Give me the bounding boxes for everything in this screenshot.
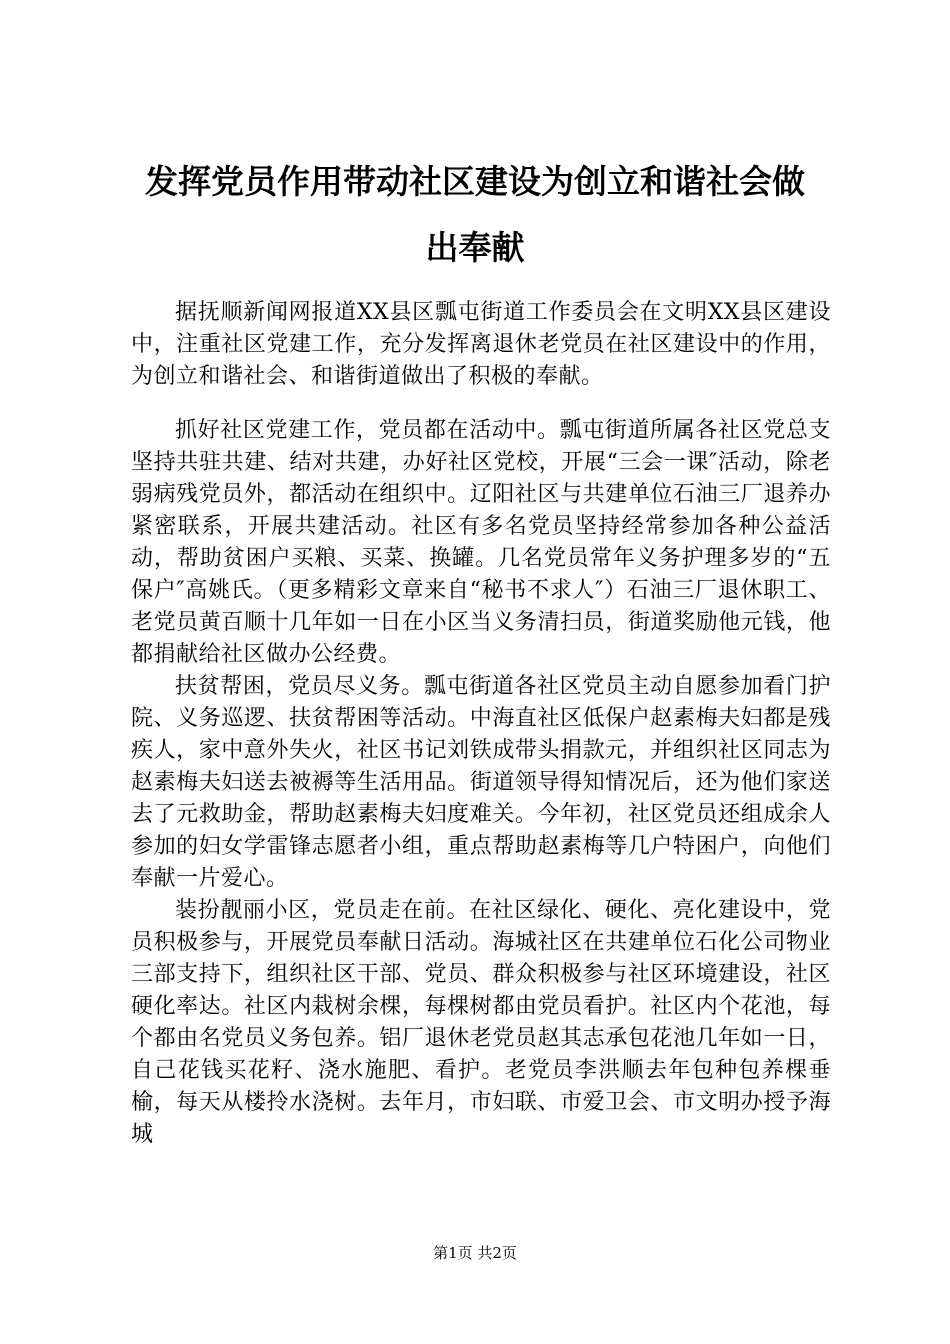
paragraph-intro: 据抚顺新闻网报道XX县区瓢屯街道工作委员会在文明XX县区建设中，注重社区党建工作，充分发挥离退休老党员在社区建设中的作用，为创立和谐社会、和谐街道做出了积极的奉献。 [131, 300, 831, 389]
document-title-line-1: 发挥党员作用带动社区建设为创立和谐社会做 [145, 162, 805, 201]
document-title-line-2: 出奉献 [425, 228, 525, 267]
paragraph-community-beautify: 装扮靓丽小区，党员走在前。在社区绿化、硬化、亮化建设中，党员积极参与，开展党员奉献日活动。海城社区在共建单位石化公司物业三部支持下，组织社区干部、党员、群众积极参与社区环境建设，社区硬化率达。社区内栽树余棵，每棵树都由党员看护。社区内个花池，每个都由名党员义务包养。铝厂退休老党员赵其志承包花池几年如一日，自己花钱买花籽、浇水施肥、看护。老党员李洪顺去年包种包养棵垂榆，每天从楼拎水浇树。去年月，市妇联、市爱卫会、市文明办授予海城 [131, 898, 831, 1147]
document-body [131, 297, 831, 1151]
paragraph-poverty-relief: 扶贫帮困，党员尽义务。瓢屯街道各社区党员主动自愿参加看门护院、义务巡逻、扶贫帮困等活动。中海直社区低保户赵素梅夫妇都是残疾人，家中意外失火，社区书记刘铁成带头捐款元，并组织社区同志为赵素梅夫妇送去被褥等生活用品。街道领导得知情况后，还为他们家送去了元救助金，帮助赵素梅夫妇度难关。今年初，社区党员还组成余人参加的妇女学雷锋志愿者小组，重点帮助赵素梅等几户特困户，向他们奉献一片爱心。 [131, 674, 831, 891]
paragraph-party-building: 抓好社区党建工作，党员都在活动中。瓢屯街道所属各社区党总支坚持共驻共建、结对共建，办好社区党校，开展“三会一课″活动，除老弱病残党员外，都活动在组织中。辽阳社区与共建单位石油三厂退养办紧密联系，开展共建活动。社区有多名党员坚持经常参加各种公益活动，帮助贫困户买粮、买菜、换罐。几名党员常年义务护理多岁的“五保户″高姚氏。（更多精彩文章来自“秘书不求人″）石油三厂退休职工、老党员黄百顺十几年如一日在小区当义务清扫员，街道奖励他元钱，他都捐献给社区做办公经费。 [131, 418, 831, 667]
page-footer: 第1页 共2页 [433, 1244, 517, 1262]
